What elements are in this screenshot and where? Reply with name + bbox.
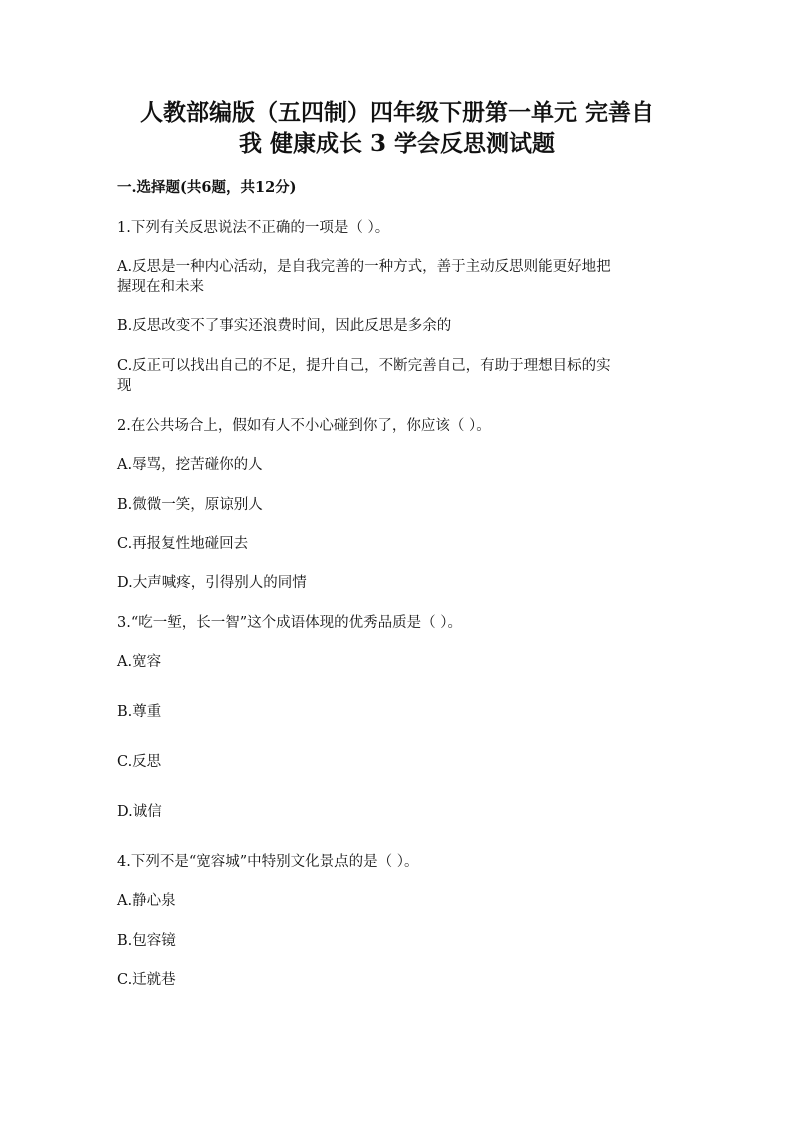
q4-option-c: C.迁就巷	[117, 972, 176, 988]
q3-option-a: A.宽容	[117, 654, 162, 670]
question-3-stem: 3.“吃一堑，长一智”这个成语体现的优秀品质是（ ）。	[117, 615, 463, 631]
q1-option-b: B.反思改变不了事实还浪费时间，因此反思是多余的	[117, 318, 452, 334]
q3-option-d: D.诚信	[117, 804, 162, 820]
q4-option-a: A.静心泉	[117, 893, 176, 909]
q3-option-c: C.反思	[117, 754, 162, 770]
question-4-stem: 4.下列不是“宽容城”中特别文化景点的是（ ）。	[117, 854, 419, 870]
q1-option-c-line2: 现	[117, 378, 132, 394]
q3-option-b: B.尊重	[117, 704, 162, 720]
q2-option-d: D.大声喊疼，引得别人的同情	[117, 575, 307, 591]
q1-option-c-line1: C.反正可以找出自己的不足，提升自己，不断完善自己，有助于理想目标的实	[117, 358, 611, 374]
q2-option-c: C.再报复性地碰回去	[117, 536, 249, 552]
q1-option-a-line2: 握现在和未来	[117, 279, 204, 295]
question-2-stem: 2.在公共场合上，假如有人不小心碰到你了，你应该（ ）。	[117, 418, 491, 434]
section-heading: 一.选择题(共6题，共12分)	[117, 179, 297, 196]
q1-option-a-line1: A.反思是一种内心活动，是自我完善的一种方式，善于主动反思则能更好地把	[117, 259, 611, 275]
question-1-stem: 1.下列有关反思说法不正确的一项是（ ）。	[117, 220, 390, 236]
title-line-2: 我 健康成长 3 学会反思测试题	[238, 130, 556, 157]
q2-option-b: B.微微一笑，原谅别人	[117, 497, 263, 513]
title-line-1: 人教部编版（五四制）四年级下册第一单元 完善自	[139, 99, 654, 126]
q2-option-a: A.辱骂，挖苦碰你的人	[117, 457, 263, 473]
q4-option-b: B.包容镜	[117, 933, 176, 949]
